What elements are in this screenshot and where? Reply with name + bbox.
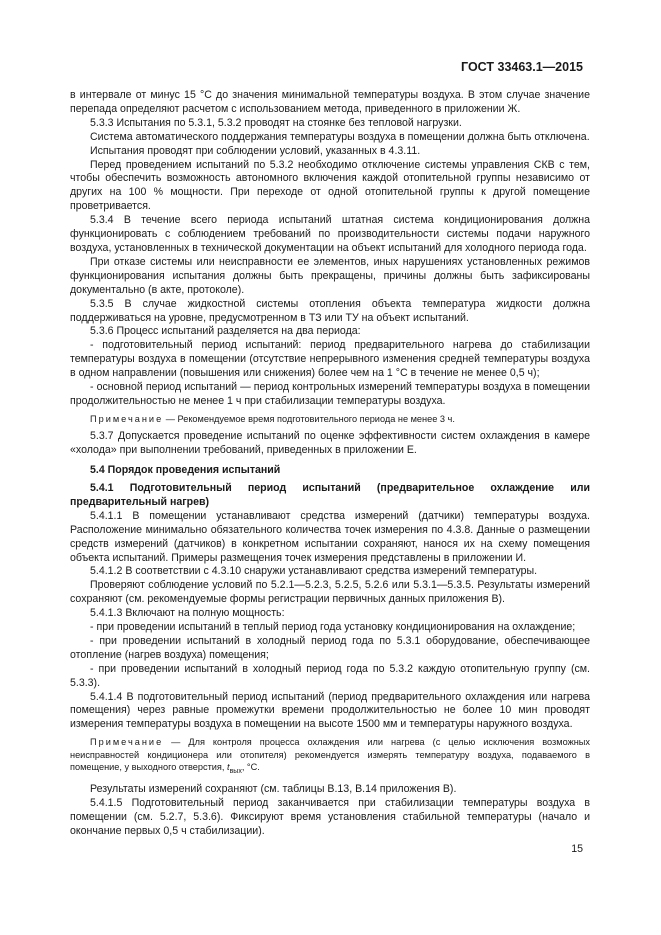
paragraph: 5.4.1.5 Подготовительный период заканчивается при стабилизации температуры воздуха в помещении (см. 5.2.7, 5.3.6). Фиксируют время установления стабильной температуры (начало и окончание первых 0,5 ч стабилизации). [70,797,590,838]
paragraph: Система автоматического поддержания температуры воздуха в помещении должна быть отключена. [90,130,590,143]
list-item: - при проведении испытаний в холодный период года по 5.3.2 каждую отопительную группу (см. 5.3.3). [70,662,590,689]
paragraph: Испытания проводят при соблюдении условий, указанных в 4.3.11. [90,144,421,157]
document-body [70,89,590,839]
paragraph: Результаты измерений сохраняют (см. таблицы В.13, В.14 приложения В). [90,783,457,796]
document-code-header: ГОСТ 33463.1—2015 [461,60,583,74]
note-label: Примечание [90,413,164,424]
list-item: - при проведении испытаний в теплый период года установку кондиционирования на охлаждение; [90,621,576,634]
note-1 [70,413,590,425]
temperature-symbol: t [227,762,230,773]
paragraph: 5.3.3 Испытания по 5.3.1, 5.3.2 проводят на стоянке без тепловой нагрузки. [90,116,462,129]
page-number: 15 [571,843,583,855]
temperature-subscript: вых [229,767,242,775]
note-label: Примечание [90,737,164,748]
paragraph: 5.4.1.2 В соответствии с 4.3.10 снаружи устанавливают средства измерений температуры. [90,565,538,578]
paragraph: в интервале от минус 15 °С до значения минимальной температуры воздуха. В этом случае значение перепада определяют расчетом с использованием метода, приведенного в приложении Ж. [70,89,590,115]
paragraph: 5.4.1.1 В помещении устанавливают средства измерений (датчики) температуры воздуха. Расположение минимально обязательного количества точек измерения по 4.3.8. Данные о размещении средств измерений (датчиков) в конкретном испытании сохраняют, нанося их на схему помещения объекта испытаний. Примеры размещения точек измерения представлены в приложении И. [70,509,590,564]
paragraph: 5.3.6 Процесс испытаний разделяется на два периода: [90,325,361,338]
list-item: - подготовительный период испытаний: период предварительного нагрева до стабилизации температуры воздуха в помещении (отсутствие непрерывного изменения средней температуры воздуха в одном направлении (повышения или снижения) более чем на 1 °С в течение не менее 0,5 ч); [70,339,590,380]
list-item: - основной период испытаний — период контрольных измерений температуры воздуха в помещении продолжительностью не менее 1 ч при стабилизации температуры воздуха. [70,381,590,407]
paragraph: 5.4.1.4 В подготовительный период испытаний (период предварительного охлаждения или нагрева помещения) через равные промежутки времени продолжительностью не более 10 мин проводят измерения температуры воздуха в помещении на высоте 1500 мм и температуры наружного воздуха. [70,690,590,731]
paragraph: Перед проведением испытаний по 5.3.2 необходимо отключение системы управления СКВ с тем, чтобы обеспечить возможность автономного включения каждой отопительной группы независимо от других на 100 % мощности. При переходе от одной отопительной группы к другой помещение проветривается. [70,158,590,213]
paragraph: Проверяют соблюдение условий по 5.2.1—5.2.3, 5.2.5, 5.2.6 или 5.3.1—5.3.5. Результаты измерений сохраняют (см. рекомендуемые формы регистрации первичных данных приложения В). [70,579,590,606]
paragraph: 5.3.7 Допускается проведение испытаний по оценке эффективности систем охлаждения в камере «холода» при выполнении требований, приведенных в приложении Е. [70,430,590,457]
note-unit: , °С. [241,762,260,773]
subsection-title: 5.4.1 Подготовительный период испытаний (предварительное охлаждение или предварительный нагрев) [70,481,590,508]
paragraph: 5.3.5 В случае жидкостной системы отопления объекта температура жидкости должна поддерживаться на уровне, предусмотренном в ТЗ или ТУ на объект испытаний. [70,297,590,324]
section-title: 5.4 Порядок проведения испытаний [90,464,281,477]
paragraph: 5.4.1.3 Включают на полную мощность: [90,607,285,620]
note-text: — Для контроля процесса охлаждения или нагрева (с целью исключения возможных неисправностей кондиционера или отопителя) рекомендуется измерять температуру воздуха, подаваемого в помещение, у выходного отверстия, [70,737,590,773]
note-2 [70,736,590,778]
note-text: — Рекомендуемое время подготовительного периода не менее 3 ч. [163,413,455,424]
list-item: - при проведении испытаний в холодный период года по 5.3.1 оборудование, обеспечивающее отопление (нагрев воздуха) помещения; [70,634,590,661]
paragraph: 5.3.4 В течение всего периода испытаний штатная система кондиционирования должна функционировать с соблюдением требований по производительности системы подачи наружного воздуха, установленных в технической документации на объект испытаний для холодного периода года. [70,214,590,254]
paragraph: При отказе системы или неисправности ее элементов, иных нарушениях установленных режимов функционирования испытания должны быть прекращены, причины должны быть зафиксированы документально (в акте, протоколе). [70,255,590,296]
